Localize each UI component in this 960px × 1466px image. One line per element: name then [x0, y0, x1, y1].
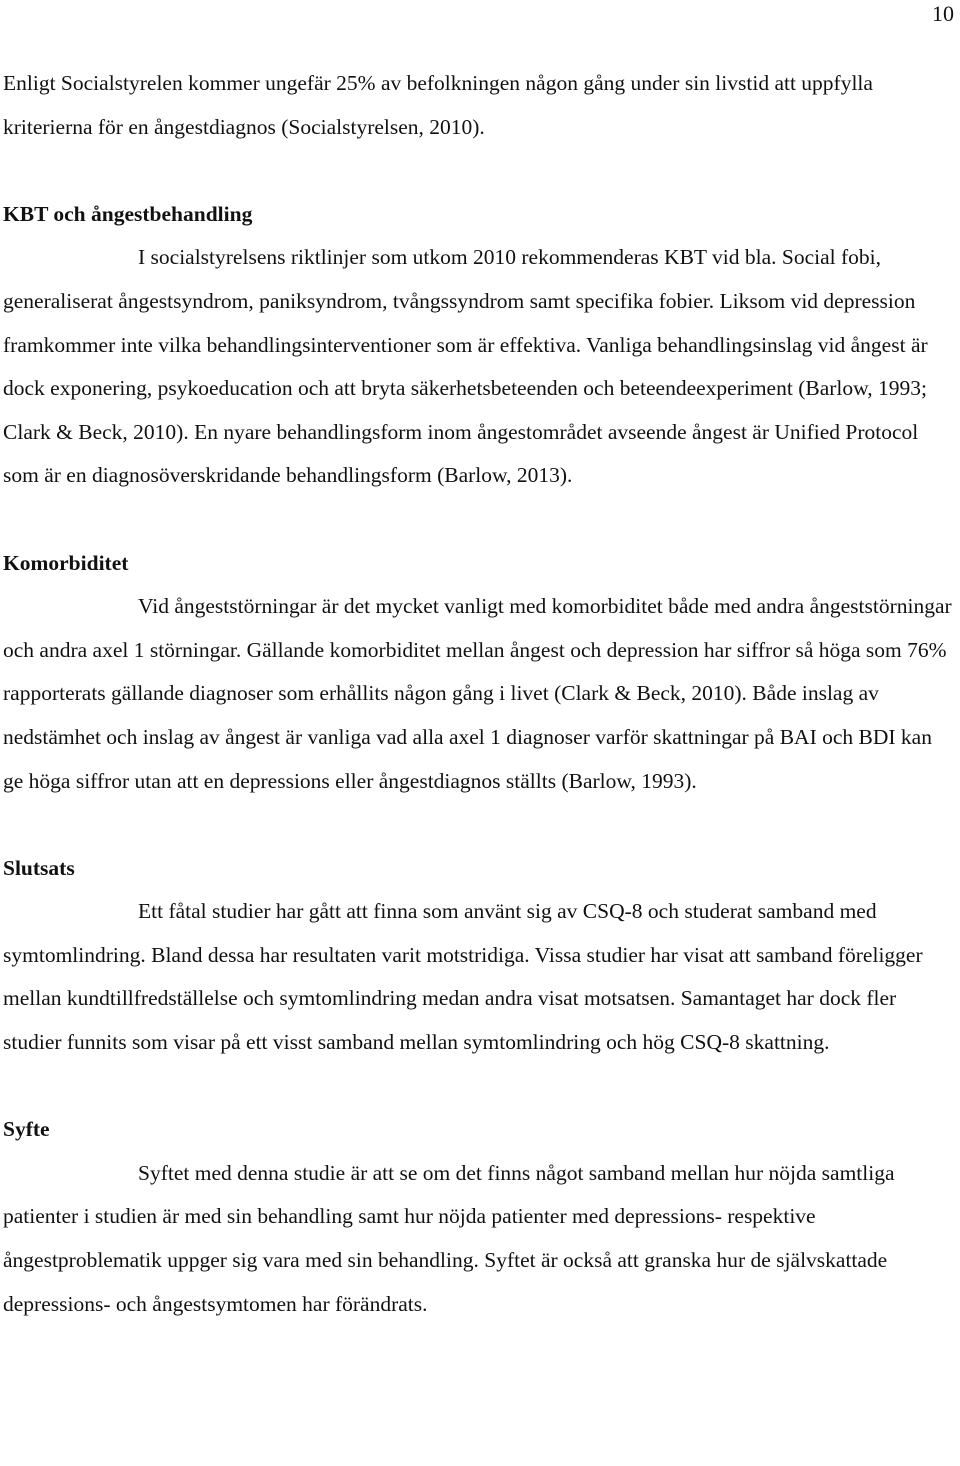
section-gap: [3, 149, 957, 193]
page-number: 10: [932, 1, 954, 26]
section-gap: [3, 498, 957, 542]
slutsats-paragraph: Ett fåtal studier har gått att finna som använt sig av CSQ-8 och studerat samband med symtomlindring. Bland dessa har resultaten varit motstridiga. Vissa studier har visat att samband föreligger mellan kundtillfredställelse och symtomlindring medan andra visat motsatsen. Samantaget har dock fler studier funnits som visar på ett visst samband mellan symtomlindring och hög CSQ-8 skattning.: [3, 899, 923, 1055]
heading-slutsats: Slutsats: [3, 855, 75, 880]
syfte-paragraph: Syftet med denna studie är att se om det finns något samband mellan hur nöjda samtliga patienter i studien är med sin behandling samt hur nöjda patienter med depressions- respektive ångestproblematik uppger sig vara med sin behandling. Syftet är också att granska hur de självskattade depressions- och ångestsymtomen har förändrats.: [3, 1160, 895, 1316]
kbt-paragraph: I socialstyrelsens riktlinjer som utkom 2010 rekommenderas KBT vid bla. Social fobi, generaliserat ångestsyndrom, paniksyndrom, tvångssyndrom samt specifika fobier. Liksom vid depression framkommer inte vilka behandlingsinterventioner som är effektiva. Vanliga behandlingsinslag vid ångest är dock exponering, psykoeducation och att bryta säkerhetsbeteenden och beteendeexperiment (Barlow, 1993; Clark & Beck, 2010). En nyare behandlingsform inom ångestområdet avseende ångest är Unified Protocol som är en diagnosöverskridande behandlingsform (Barlow, 2013).: [3, 245, 928, 488]
heading-kbt: KBT och ångestbehandling: [3, 201, 253, 226]
document-body: [3, 62, 957, 1326]
intro-paragraph: Enligt Socialstyrelen kommer ungefär 25% av befolkningen någon gång under sin livstid att uppfylla kriterierna för en ångestdiagnos (Socialstyrelsen, 2010).: [3, 71, 873, 139]
heading-komorbiditet: Komorbiditet: [3, 550, 129, 575]
section-gap: [3, 1065, 957, 1109]
section-gap: [3, 803, 957, 847]
heading-syfte: Syfte: [3, 1117, 50, 1142]
komorbiditet-paragraph: Vid ångeststörningar är det mycket vanligt med komorbiditet både med andra ångeststörningar och andra axel 1 störningar. Gällande komorbiditet mellan ångest och depression har siffror så höga som 76% rapporterats gällande diagnoser som erhållits någon gång i livet (Clark & Beck, 2010). Både inslag av nedstämhet och inslag av ångest är vanliga vad alla axel 1 diagnoser varför skattningar på BAI och BDI kan ge höga siffror utan att en depressions eller ångestdiagnos ställts (Barlow, 1993).: [3, 594, 952, 793]
